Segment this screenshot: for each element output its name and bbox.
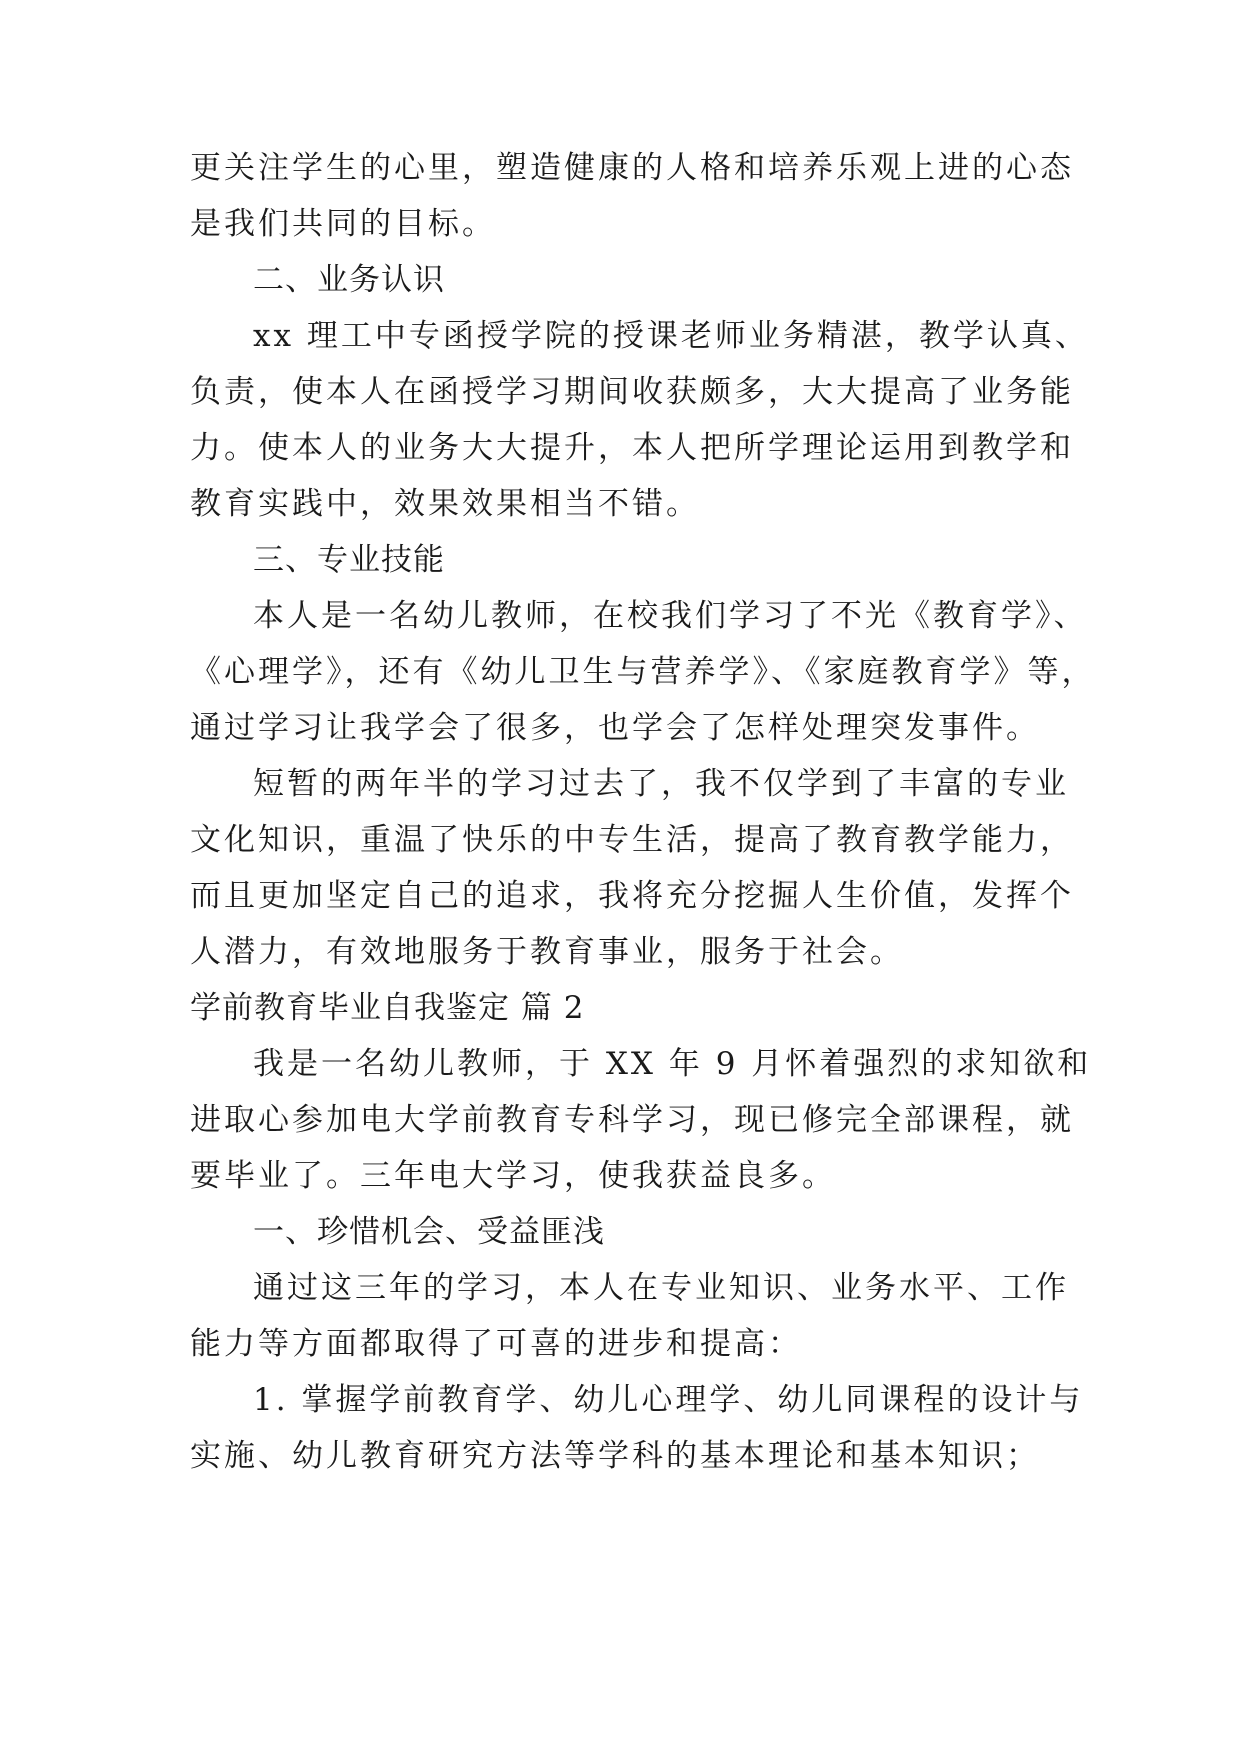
section-heading: 三、专业技能 [253, 542, 445, 578]
paragraph-line: 人潜力，有效地服务于教育事业，服务于社会。 [190, 934, 904, 970]
paragraph-line: 是我们共同的目标。 [190, 206, 496, 242]
article-title: 学前教育毕业自我鉴定 篇 2 [190, 990, 585, 1026]
paragraph-line: 负责，使本人在函授学习期间收获颇多，大大提高了业务能 [190, 374, 1074, 410]
list-item: 1. 掌握学前教育学、幼儿心理学、幼儿同课程的设计与 [253, 1382, 1084, 1418]
paragraph-line: 短暂的两年半的学习过去了，我不仅学到了丰富的专业 [253, 766, 1069, 802]
paragraph-line: 能力等方面都取得了可喜的进步和提高： [190, 1326, 802, 1362]
paragraph-line: 本人是一名幼儿教师，在校我们学习了不光《教育学》、 [253, 598, 1088, 634]
paragraph-line: 通过这三年的学习，本人在专业知识、业务水平、工作 [253, 1270, 1069, 1306]
section-heading: 一、珍惜机会、受益匪浅 [253, 1214, 605, 1250]
paragraph-line: xx 理工中专函授学院的授课老师业务精湛，教学认真、 [253, 318, 1089, 354]
paragraph-line: 我是一名幼儿教师，于 XX 年 9 月怀着强烈的求知欲和 [253, 1046, 1092, 1082]
paragraph-line: 实施、幼儿教育研究方法等学科的基本理论和基本知识； [190, 1438, 1040, 1474]
paragraph-line: 教育实践中，效果效果相当不错。 [190, 486, 700, 522]
paragraph-line: 力。使本人的业务大大提升，本人把所学理论运用到教学和 [190, 430, 1074, 466]
paragraph-line: 进取心参加电大学前教育专科学习，现已修完全部课程，就 [190, 1102, 1074, 1138]
paragraph-line: 《心理学》，还有《幼儿卫生与营养学》、《家庭教育学》等， [190, 654, 1096, 690]
paragraph-line: 通过学习让我学会了很多，也学会了怎样处理突发事件。 [190, 710, 1040, 746]
section-heading: 二、业务认识 [253, 262, 445, 298]
paragraph-line: 要毕业了。三年电大学习，使我获益良多。 [190, 1158, 836, 1194]
paragraph-line: 更关注学生的心里，塑造健康的人格和培养乐观上进的心态 [190, 150, 1074, 186]
paragraph-line: 文化知识，重温了快乐的中专生活，提高了教育教学能力， [190, 822, 1074, 858]
paragraph-line: 而且更加坚定自己的追求，我将充分挖掘人生价值，发挥个 [190, 878, 1074, 914]
